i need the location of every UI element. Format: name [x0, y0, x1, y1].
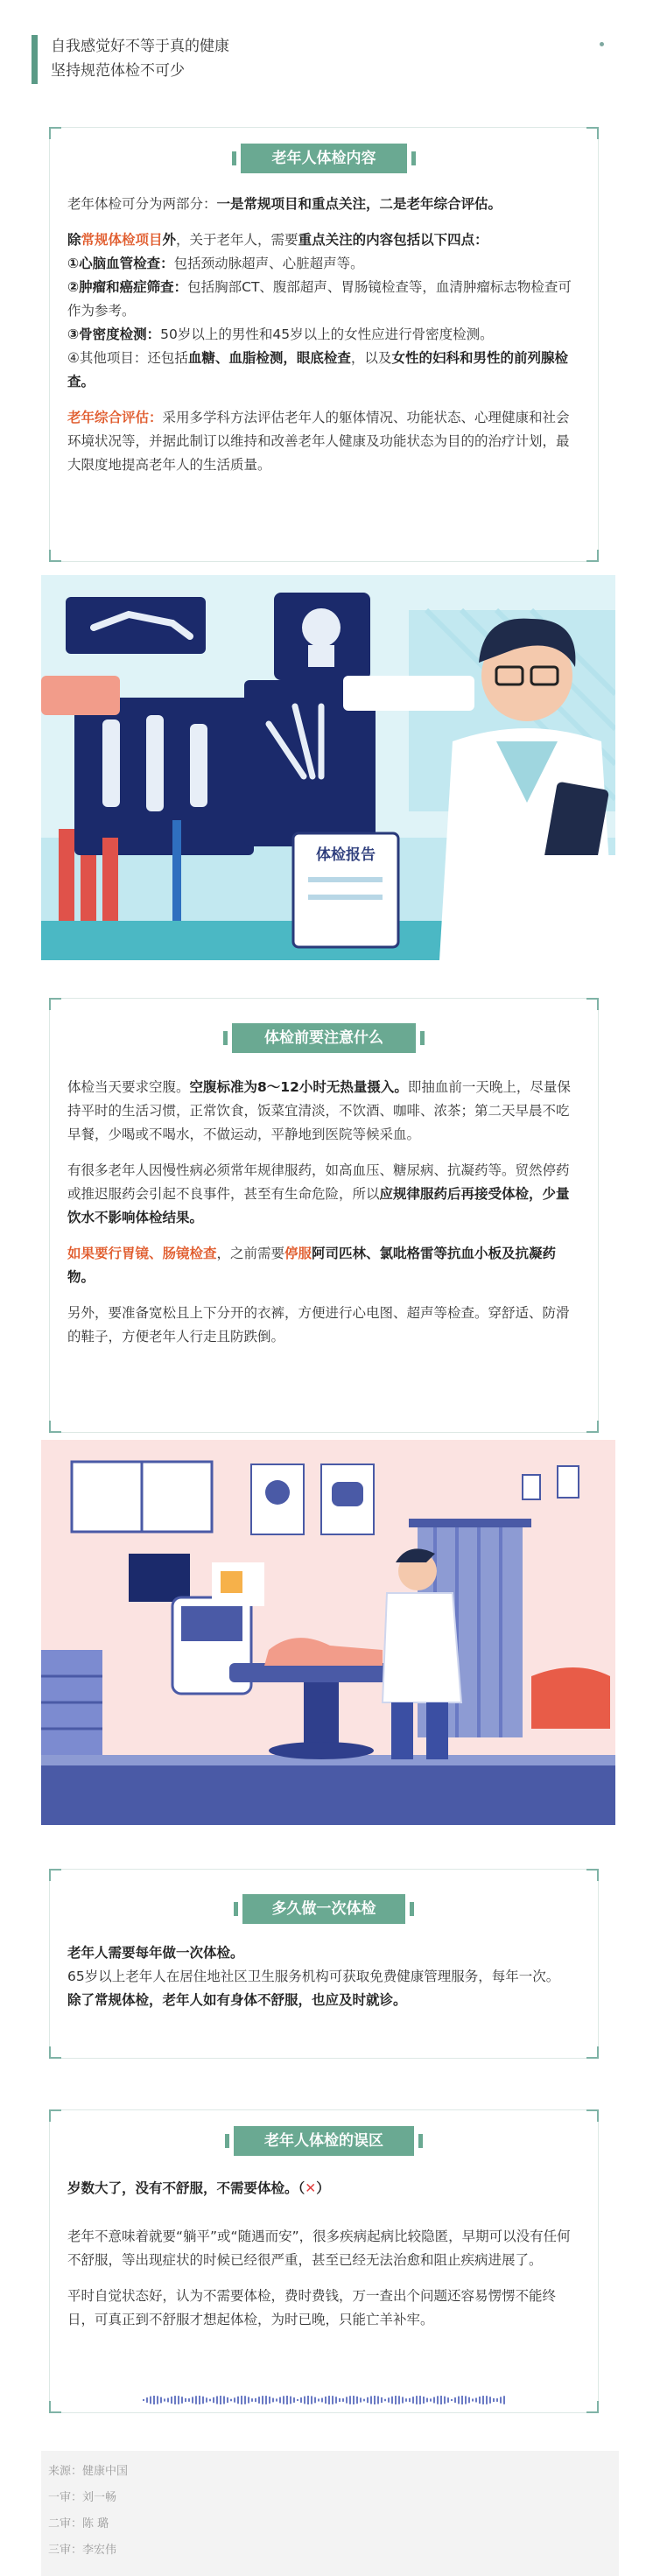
decor-dot — [600, 42, 604, 46]
credit-source: 来源：健康中国 — [48, 2465, 129, 2478]
doctor-xray-illustration — [41, 575, 615, 960]
credit-review-3: 三审：李宏伟 — [48, 2544, 117, 2557]
section-heading: 老年人体检内容 — [241, 144, 407, 173]
credits-footer — [41, 2451, 619, 2576]
section-body: 体检当天要求空腹。空腹标准为8～12小时无热量摄入。即抽血前一天晚上，尽量保持平时的生活习惯，正常饮食，饭菜宜清淡，不饮酒、咖啡、浓茶；第二天早晨不吃早餐，少喝或不喝水，不做运动，平静地到医院等候采血。 有很多老年人因慢性病必须常年规律服药，如高血压、糖尿病、抗凝药等。贸然停药或推迟服药会引起不良事件，甚至有生命危险，所以应规律服药后再接受体检，少量饮水不影响体检结果。 如果要行胃镜、肠镜检查，之前需要停服阿司匹林、氯吡格雷等抗血小板及抗凝药物。 另外，要准备宽松且上下分开的衣裤，方便进行心电图、超声等检查。穿舒适、防滑的鞋子，方便老年人行走且防跌倒。 — [67, 1079, 571, 1344]
intro-accent-bar — [32, 35, 38, 84]
section-heading: 体检前要注意什么 — [232, 1023, 416, 1053]
section-pre-exam-notes — [49, 998, 599, 1433]
credit-review-2: 二审：陈 璐 — [48, 2517, 109, 2530]
hospital-room-illustration — [41, 1440, 615, 1825]
section-exam-content — [49, 127, 599, 562]
section-body: 老年体检可分为两部分：一是常规项目和重点关注，二是老年综合评估。 除常规体检项目外，关于老年人，需要重点关注的内容包括以下四点： ①心脑血管检查：包括颈动脉超声、心脏超声等。 ②肿瘤和癌症筛查：包括胸部CT、腹部超声、胃肠镜检查等，血清肿瘤标志物检查可作为参考。 ③骨密度检测：50岁以上的男性和45岁以上的女性应进行骨密度检测。 ④其他项目：还包括血糖、血脂检测，眼底检查，以及女性的妇科和男性的前列腺检查。 老年综合评估：采用多学科方法评估老年人的躯体情况、功能状态、心理健康和社会环境状况等，并据此制订以维持和改善老年人健康及功能状态为目的的治疗计划，最大限度地提高老年人的生活质量。 — [67, 196, 572, 473]
section-exam-misconceptions — [49, 2109, 599, 2413]
intro-block — [32, 35, 627, 84]
wave-divider — [142, 2395, 506, 2405]
intro-line-2: 坚持规范体检不可少 — [51, 62, 185, 80]
cross-icon: ✕ — [305, 2180, 317, 2196]
intro-line-1: 自我感觉好不等于真的健康 — [51, 38, 229, 55]
section-body: 老年人需要每年做一次体检。 65岁以上老年人在居住地社区卫生服务机构可获取免费健康管理服务，每年一次。 除了常规体检，老年人如有身体不舒服，也应及时就诊。 — [67, 1945, 560, 2008]
section-heading: 老年人体检的误区 — [234, 2126, 414, 2156]
report-label: 体检报告 — [316, 846, 376, 864]
section-body: 岁数大了，没有不舒服，不需要体检。（✕） 老年不意味着就要“躺平”或“随遇而安”，很多疾病起病比较隐匿，早期可以没有任何不舒服，等出现症状的时候已经很严重，甚至已经无法治愈和阻止疾病进展了。 平时自觉状态好，认为不需要体检，费时费钱，万一查出个问题还容易愣愣不能终日，可真正到不舒服才想起体检，为时已晚，只能亡羊补牢。 — [67, 2180, 571, 2327]
section-exam-frequency — [49, 1869, 599, 2059]
credit-review-1: 一审：刘一畅 — [48, 2491, 117, 2504]
section-heading: 多久做一次体检 — [242, 1894, 405, 1924]
